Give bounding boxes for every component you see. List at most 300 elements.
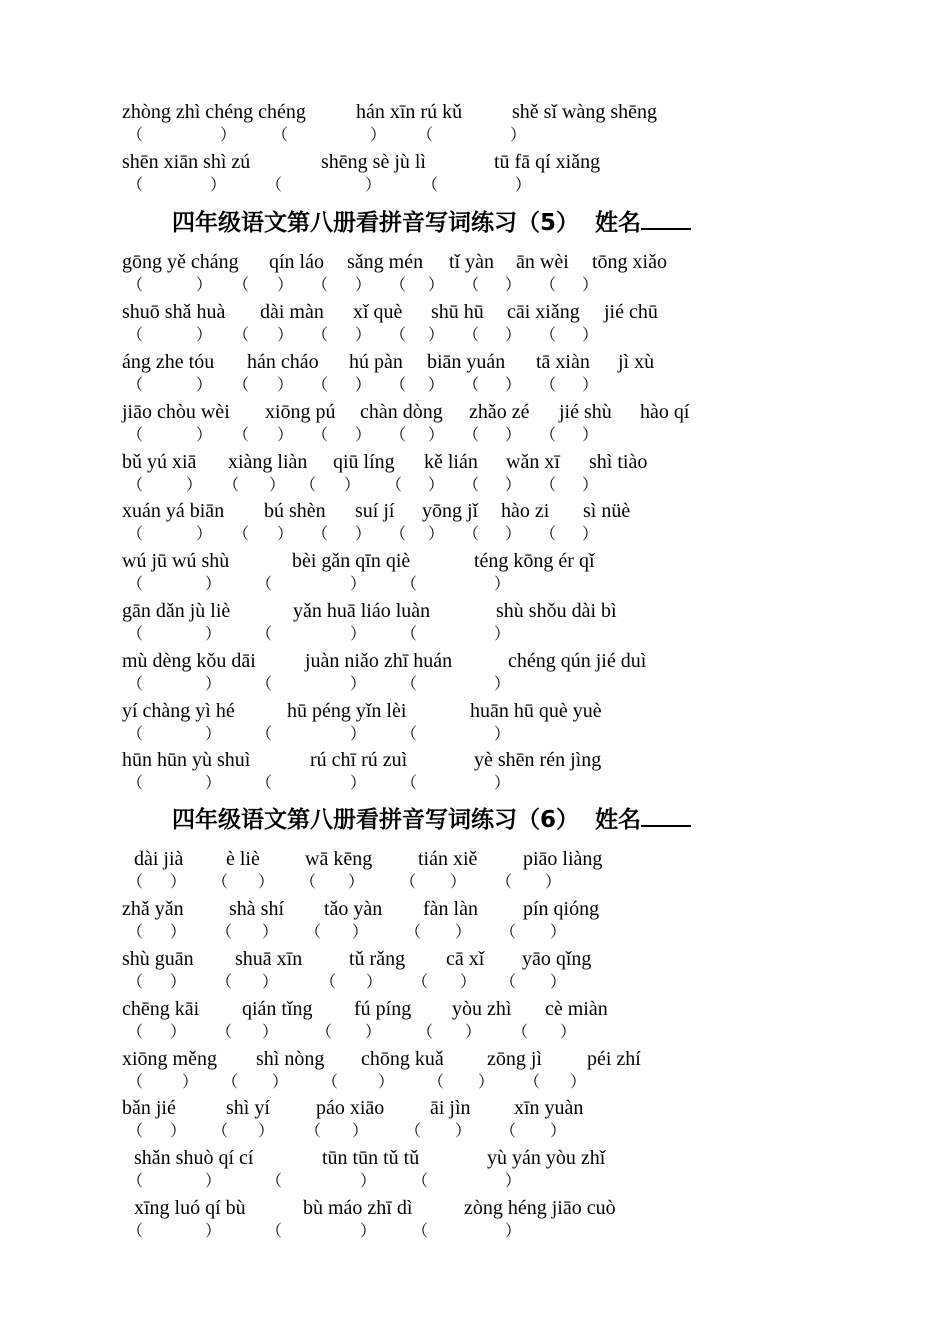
name-blank[interactable] xyxy=(641,805,691,827)
answer-blank-row xyxy=(0,923,950,943)
paren-open: （ xyxy=(127,427,144,444)
paren-open: （ xyxy=(500,974,517,991)
paren-open: （ xyxy=(127,1074,144,1091)
pinyin-row xyxy=(0,499,950,523)
name-blank[interactable] xyxy=(641,208,691,230)
pinyin-word: biān yuán xyxy=(427,351,506,373)
pinyin-word: jié shù xyxy=(559,401,612,423)
paren-open: （ xyxy=(401,676,418,693)
pinyin-word: qiū líng xyxy=(333,451,395,473)
pinyin-word: fú píng xyxy=(354,998,412,1020)
paren-close: ） xyxy=(277,427,294,444)
paren-close: ） xyxy=(360,1223,377,1240)
pinyin-word: tūn tūn tǔ tǔ xyxy=(322,1147,420,1169)
answer-blank-row xyxy=(0,525,950,545)
paren-open: （ xyxy=(266,1223,283,1240)
pinyin-row xyxy=(0,1047,950,1071)
pinyin-word: shì tiào xyxy=(589,451,648,473)
pinyin-word: shà shí xyxy=(229,898,284,920)
pinyin-word: yù yán yòu zhǐ xyxy=(487,1147,606,1169)
paren-close: ） xyxy=(170,974,187,991)
pinyin-word: hán cháo xyxy=(247,351,319,373)
paren-open: （ xyxy=(305,1123,322,1140)
pinyin-word: dài màn xyxy=(260,301,324,323)
paren-close: ） xyxy=(455,1123,472,1140)
pinyin-word: yǎn huā liáo luàn xyxy=(293,600,431,622)
pinyin-word: péi zhí xyxy=(587,1048,641,1070)
paren-open: （ xyxy=(400,874,417,891)
pinyin-word: tián xiě xyxy=(418,848,478,870)
paren-open: （ xyxy=(312,377,329,394)
pinyin-word: bù máo zhī dì xyxy=(303,1197,413,1219)
paren-close: ） xyxy=(378,1074,395,1091)
pinyin-word: xiàng liàn xyxy=(228,451,308,473)
paren-open: （ xyxy=(500,924,517,941)
pinyin-word: sì nüè xyxy=(583,500,631,522)
paren-open: （ xyxy=(127,726,144,743)
paren-open: （ xyxy=(256,676,273,693)
paren-close: ） xyxy=(570,1074,587,1091)
pinyin-word: yí chàng yì hé xyxy=(122,700,235,722)
pinyin-row xyxy=(0,599,950,623)
paren-open: （ xyxy=(463,477,480,494)
answer-blank-row xyxy=(0,1172,950,1192)
paren-close: ） xyxy=(515,177,532,194)
name-label: 姓名 xyxy=(595,210,642,236)
paren-close: ） xyxy=(205,1223,222,1240)
pinyin-word: chēng kāi xyxy=(122,998,200,1020)
paren-close: ） xyxy=(205,626,222,643)
answer-blank-row xyxy=(0,675,950,695)
paren-close: ） xyxy=(220,127,237,144)
pinyin-word: chàn dòng xyxy=(360,401,443,423)
paren-open: （ xyxy=(417,1024,434,1041)
pinyin-word: bú shèn xyxy=(264,500,326,522)
pinyin-word: fàn làn xyxy=(423,898,478,920)
pinyin-row xyxy=(0,100,950,124)
pinyin-word: tǎo yàn xyxy=(324,898,383,920)
pinyin-row xyxy=(0,1196,950,1220)
paren-open: （ xyxy=(320,974,337,991)
pinyin-word: bèi gǎn qīn qiè xyxy=(292,550,411,572)
paren-close: ） xyxy=(352,1123,369,1140)
paren-close: ） xyxy=(360,1173,377,1190)
paren-open: （ xyxy=(405,924,422,941)
paren-close: ） xyxy=(262,1024,279,1041)
pinyin-row xyxy=(0,649,950,673)
paren-open: （ xyxy=(312,427,329,444)
pinyin-word: chéng qún jié duì xyxy=(508,650,647,672)
paren-open: （ xyxy=(422,177,439,194)
pinyin-row xyxy=(0,400,950,424)
paren-open: （ xyxy=(316,1024,333,1041)
paren-close: ） xyxy=(355,277,372,294)
paren-open: （ xyxy=(312,277,329,294)
pinyin-word: gān dǎn jù liè xyxy=(122,600,231,622)
pinyin-row xyxy=(0,300,950,324)
paren-close: ） xyxy=(205,676,222,693)
paren-close: ） xyxy=(350,576,367,593)
paren-close: ） xyxy=(269,477,286,494)
paren-close: ） xyxy=(494,726,511,743)
paren-open: （ xyxy=(216,924,233,941)
paren-open: （ xyxy=(463,526,480,543)
paren-open: （ xyxy=(512,1024,529,1041)
paren-close: ） xyxy=(196,327,213,344)
paren-open: （ xyxy=(401,775,418,792)
paren-open: （ xyxy=(256,576,273,593)
paren-close: ） xyxy=(505,477,522,494)
paren-close: ） xyxy=(355,377,372,394)
paren-close: ） xyxy=(428,377,445,394)
pinyin-word: bǎn jié xyxy=(122,1097,176,1119)
paren-open: （ xyxy=(216,974,233,991)
paren-close: ） xyxy=(182,1074,199,1091)
paren-close: ） xyxy=(170,874,187,891)
paren-open: （ xyxy=(305,924,322,941)
pinyin-word: tā xiàn xyxy=(536,351,590,373)
paren-open: （ xyxy=(300,874,317,891)
paren-close: ） xyxy=(344,477,361,494)
paren-close: ） xyxy=(366,974,383,991)
pinyin-word: shēng sè jù lì xyxy=(321,151,426,173)
paren-open: （ xyxy=(222,1074,239,1091)
pinyin-word: ān wèi xyxy=(516,251,569,273)
pinyin-word: dài jià xyxy=(134,848,184,870)
paren-open: （ xyxy=(500,1123,517,1140)
paren-close: ） xyxy=(494,626,511,643)
paren-open: （ xyxy=(233,526,250,543)
paren-open: （ xyxy=(463,377,480,394)
pinyin-word: hū péng yǐn lèi xyxy=(287,700,407,722)
paren-close: ） xyxy=(365,1024,382,1041)
paren-open: （ xyxy=(127,327,144,344)
paren-close: ） xyxy=(170,1123,187,1140)
paren-close: ） xyxy=(550,1123,567,1140)
paren-close: ） xyxy=(494,576,511,593)
paren-close: ） xyxy=(505,1173,522,1190)
paren-close: ） xyxy=(582,277,599,294)
paren-open: （ xyxy=(127,775,144,792)
pinyin-word: cā xǐ xyxy=(446,948,485,970)
paren-close: ） xyxy=(262,974,279,991)
paren-open: （ xyxy=(266,1173,283,1190)
pinyin-word: mù dèng kǒu dāi xyxy=(122,650,256,672)
paren-close: ） xyxy=(478,1074,495,1091)
paren-close: ） xyxy=(355,327,372,344)
pinyin-row xyxy=(0,150,950,174)
paren-close: ） xyxy=(582,427,599,444)
paren-close: ） xyxy=(550,924,567,941)
pinyin-word: yè shēn rén jìng xyxy=(474,749,602,771)
paren-open: （ xyxy=(401,576,418,593)
pinyin-word: xiōng měng xyxy=(122,1048,217,1070)
answer-blank-row xyxy=(0,873,950,893)
pinyin-word: āi jìn xyxy=(430,1097,471,1119)
pinyin-word: suí jí xyxy=(355,500,395,522)
pinyin-word: shù shǒu dài bì xyxy=(496,600,617,622)
paren-open: （ xyxy=(127,1173,144,1190)
pinyin-word: cè miàn xyxy=(545,998,608,1020)
paren-close: ） xyxy=(350,775,367,792)
pinyin-word: shù guān xyxy=(122,948,194,970)
pinyin-word: zhòng zhì chéng chéng xyxy=(122,101,306,123)
pinyin-word: xīn yuàn xyxy=(514,1097,584,1119)
paren-close: ） xyxy=(505,277,522,294)
answer-blank-row xyxy=(0,1023,950,1043)
paren-open: （ xyxy=(127,974,144,991)
paren-open: （ xyxy=(412,1223,429,1240)
pinyin-word: zhǎo zé xyxy=(469,401,530,423)
paren-close: ） xyxy=(582,526,599,543)
paren-open: （ xyxy=(540,526,557,543)
answer-blank-row xyxy=(0,176,950,196)
paren-open: （ xyxy=(127,1024,144,1041)
pinyin-word: shū hū xyxy=(431,301,484,323)
paren-open: （ xyxy=(540,277,557,294)
paren-open: （ xyxy=(390,327,407,344)
paren-open: （ xyxy=(540,327,557,344)
pinyin-row xyxy=(0,350,950,374)
paren-close: ） xyxy=(196,377,213,394)
pinyin-word: shēn xiān shì zú xyxy=(122,151,251,173)
answer-blank-row xyxy=(0,476,950,496)
paren-open: （ xyxy=(417,127,434,144)
paren-close: ） xyxy=(196,427,213,444)
paren-close: ） xyxy=(505,377,522,394)
paren-close: ） xyxy=(370,127,387,144)
pinyin-row xyxy=(0,897,950,921)
paren-open: （ xyxy=(127,477,144,494)
paren-close: ） xyxy=(350,676,367,693)
pinyin-row xyxy=(0,997,950,1021)
pinyin-word: hào qí xyxy=(640,401,690,423)
answer-blank-row xyxy=(0,625,950,645)
pinyin-word: shǎn shuò qí cí xyxy=(134,1147,254,1169)
paren-open: （ xyxy=(322,1074,339,1091)
pinyin-word: páo xiāo xyxy=(316,1097,385,1119)
paren-open: （ xyxy=(127,127,144,144)
pinyin-row xyxy=(0,847,950,871)
paren-close: ） xyxy=(277,277,294,294)
pinyin-word: áng zhe tóu xyxy=(122,351,215,373)
paren-close: ） xyxy=(277,327,294,344)
paren-open: （ xyxy=(233,327,250,344)
paren-open: （ xyxy=(463,277,480,294)
paren-close: ） xyxy=(494,775,511,792)
paren-close: ） xyxy=(545,874,562,891)
name-label: 姓名 xyxy=(595,807,642,833)
paren-close: ） xyxy=(196,277,213,294)
pinyin-word: jié chū xyxy=(604,301,658,323)
paren-close: ） xyxy=(205,726,222,743)
pinyin-word: gōng yě cháng xyxy=(122,251,239,273)
paren-close: ） xyxy=(258,874,275,891)
pinyin-row xyxy=(0,549,950,573)
paren-close: ） xyxy=(350,626,367,643)
paren-open: （ xyxy=(312,327,329,344)
pinyin-word: tū fā qí xiǎng xyxy=(494,151,601,173)
paren-open: （ xyxy=(390,277,407,294)
pinyin-word: wā kēng xyxy=(305,848,373,870)
answer-blank-row xyxy=(0,774,950,794)
pinyin-word: yāo qǐng xyxy=(522,948,592,970)
paren-close: ） xyxy=(505,327,522,344)
paren-close: ） xyxy=(350,726,367,743)
paren-close: ） xyxy=(505,1223,522,1240)
paren-close: ） xyxy=(170,1024,187,1041)
pinyin-word: wú jū wú shù xyxy=(122,550,230,572)
pinyin-row xyxy=(0,250,950,274)
pinyin-word: xuán yá biān xyxy=(122,500,225,522)
paren-close: ） xyxy=(510,127,527,144)
pinyin-word: kě lián xyxy=(424,451,478,473)
paren-open: （ xyxy=(496,874,513,891)
pinyin-word: bǔ yú xiā xyxy=(122,451,197,473)
paren-open: （ xyxy=(401,626,418,643)
paren-open: （ xyxy=(127,626,144,643)
pinyin-word: wǎn xī xyxy=(506,451,560,473)
paren-close: ） xyxy=(277,377,294,394)
answer-blank-row xyxy=(0,426,950,446)
paren-close: ） xyxy=(352,924,369,941)
pinyin-word: téng kōng ér qǐ xyxy=(474,550,595,572)
pinyin-word: tǐ yàn xyxy=(449,251,494,273)
paren-open: （ xyxy=(463,427,480,444)
paren-open: （ xyxy=(428,1074,445,1091)
pinyin-word: tǔ rǎng xyxy=(349,948,406,970)
paren-close: ） xyxy=(428,427,445,444)
paren-close: ） xyxy=(355,427,372,444)
paren-close: ） xyxy=(505,427,522,444)
paren-open: （ xyxy=(127,676,144,693)
paren-close: ） xyxy=(196,526,213,543)
answer-blank-row xyxy=(0,1122,950,1142)
pinyin-word: qián tǐng xyxy=(242,998,313,1020)
paren-open: （ xyxy=(223,477,240,494)
title-text: 四年级语文第八册看拼音写词练习（6） xyxy=(172,807,580,833)
paren-close: ） xyxy=(355,526,372,543)
answer-blank-row xyxy=(0,376,950,396)
pinyin-word: shì nòng xyxy=(256,1048,325,1070)
pinyin-word: shě sǐ wàng shēng xyxy=(512,101,657,123)
paren-open: （ xyxy=(127,526,144,543)
paren-close: ） xyxy=(450,874,467,891)
answer-blank-row xyxy=(0,126,950,146)
paren-open: （ xyxy=(390,526,407,543)
paren-open: （ xyxy=(312,526,329,543)
paren-open: （ xyxy=(412,974,429,991)
pinyin-row xyxy=(0,450,950,474)
paren-close: ） xyxy=(582,327,599,344)
pinyin-word: jiāo chòu wèi xyxy=(122,401,230,423)
paren-close: ） xyxy=(277,526,294,543)
paren-close: ） xyxy=(365,177,382,194)
answer-blank-row xyxy=(0,973,950,993)
answer-blank-row xyxy=(0,1073,950,1093)
paren-open: （ xyxy=(300,477,317,494)
paren-open: （ xyxy=(127,377,144,394)
pinyin-row xyxy=(0,947,950,971)
paren-open: （ xyxy=(540,377,557,394)
paren-open: （ xyxy=(272,127,289,144)
answer-blank-row xyxy=(0,575,950,595)
paren-close: ） xyxy=(205,1173,222,1190)
paren-open: （ xyxy=(127,277,144,294)
paren-close: ） xyxy=(460,974,477,991)
answer-blank-row xyxy=(0,1222,950,1242)
answer-blank-row xyxy=(0,725,950,745)
pinyin-word: shuō shǎ huà xyxy=(122,301,226,323)
paren-close: ） xyxy=(465,1024,482,1041)
paren-close: ） xyxy=(505,526,522,543)
pinyin-word: yòu zhì xyxy=(452,998,512,1020)
section-title xyxy=(172,208,772,238)
pinyin-word: xīng luó qí bù xyxy=(134,1197,246,1219)
paren-close: ） xyxy=(582,377,599,394)
paren-open: （ xyxy=(233,277,250,294)
paren-open: （ xyxy=(401,726,418,743)
paren-close: ） xyxy=(550,974,567,991)
pinyin-word: zòng héng jiāo cuò xyxy=(464,1197,616,1219)
pinyin-word: qín láo xyxy=(269,251,324,273)
paren-open: （ xyxy=(412,1173,429,1190)
paren-open: （ xyxy=(390,427,407,444)
pinyin-row xyxy=(0,1146,950,1170)
paren-open: （ xyxy=(256,726,273,743)
paren-open: （ xyxy=(256,775,273,792)
paren-close: ） xyxy=(428,277,445,294)
paren-close: ） xyxy=(272,1074,289,1091)
paren-open: （ xyxy=(390,377,407,394)
paren-open: （ xyxy=(256,626,273,643)
paren-open: （ xyxy=(127,874,144,891)
pinyin-word: hūn hūn yù shuì xyxy=(122,749,251,771)
pinyin-word: sǎng mén xyxy=(347,251,424,273)
pinyin-word: jì xù xyxy=(618,351,655,373)
pinyin-word: hán xīn rú kǔ xyxy=(356,101,463,123)
paren-open: （ xyxy=(127,924,144,941)
paren-close: ） xyxy=(428,327,445,344)
paren-open: （ xyxy=(127,1123,144,1140)
pinyin-word: hú pàn xyxy=(349,351,403,373)
paren-close: ） xyxy=(455,924,472,941)
paren-open: （ xyxy=(212,1123,229,1140)
pinyin-word: pín qióng xyxy=(523,898,600,920)
paren-close: ） xyxy=(428,477,445,494)
paren-close: ） xyxy=(170,924,187,941)
paren-open: （ xyxy=(212,874,229,891)
paren-open: （ xyxy=(405,1123,422,1140)
pinyin-word: cāi xiǎng xyxy=(507,301,580,323)
paren-open: （ xyxy=(266,177,283,194)
paren-close: ） xyxy=(262,924,279,941)
pinyin-row xyxy=(0,1096,950,1120)
section-title xyxy=(172,805,772,835)
pinyin-word: juàn niǎo zhī huán xyxy=(305,650,453,672)
paren-open: （ xyxy=(127,1223,144,1240)
answer-blank-row xyxy=(0,276,950,296)
paren-open: （ xyxy=(386,477,403,494)
paren-close: ） xyxy=(348,874,365,891)
pinyin-word: piāo liàng xyxy=(523,848,603,870)
paren-open: （ xyxy=(127,177,144,194)
title-text: 四年级语文第八册看拼音写词练习（5） xyxy=(172,210,580,236)
paren-close: ） xyxy=(186,477,203,494)
answer-blank-row xyxy=(0,326,950,346)
pinyin-word: zhǎ yǎn xyxy=(122,898,184,920)
paren-open: （ xyxy=(524,1074,541,1091)
